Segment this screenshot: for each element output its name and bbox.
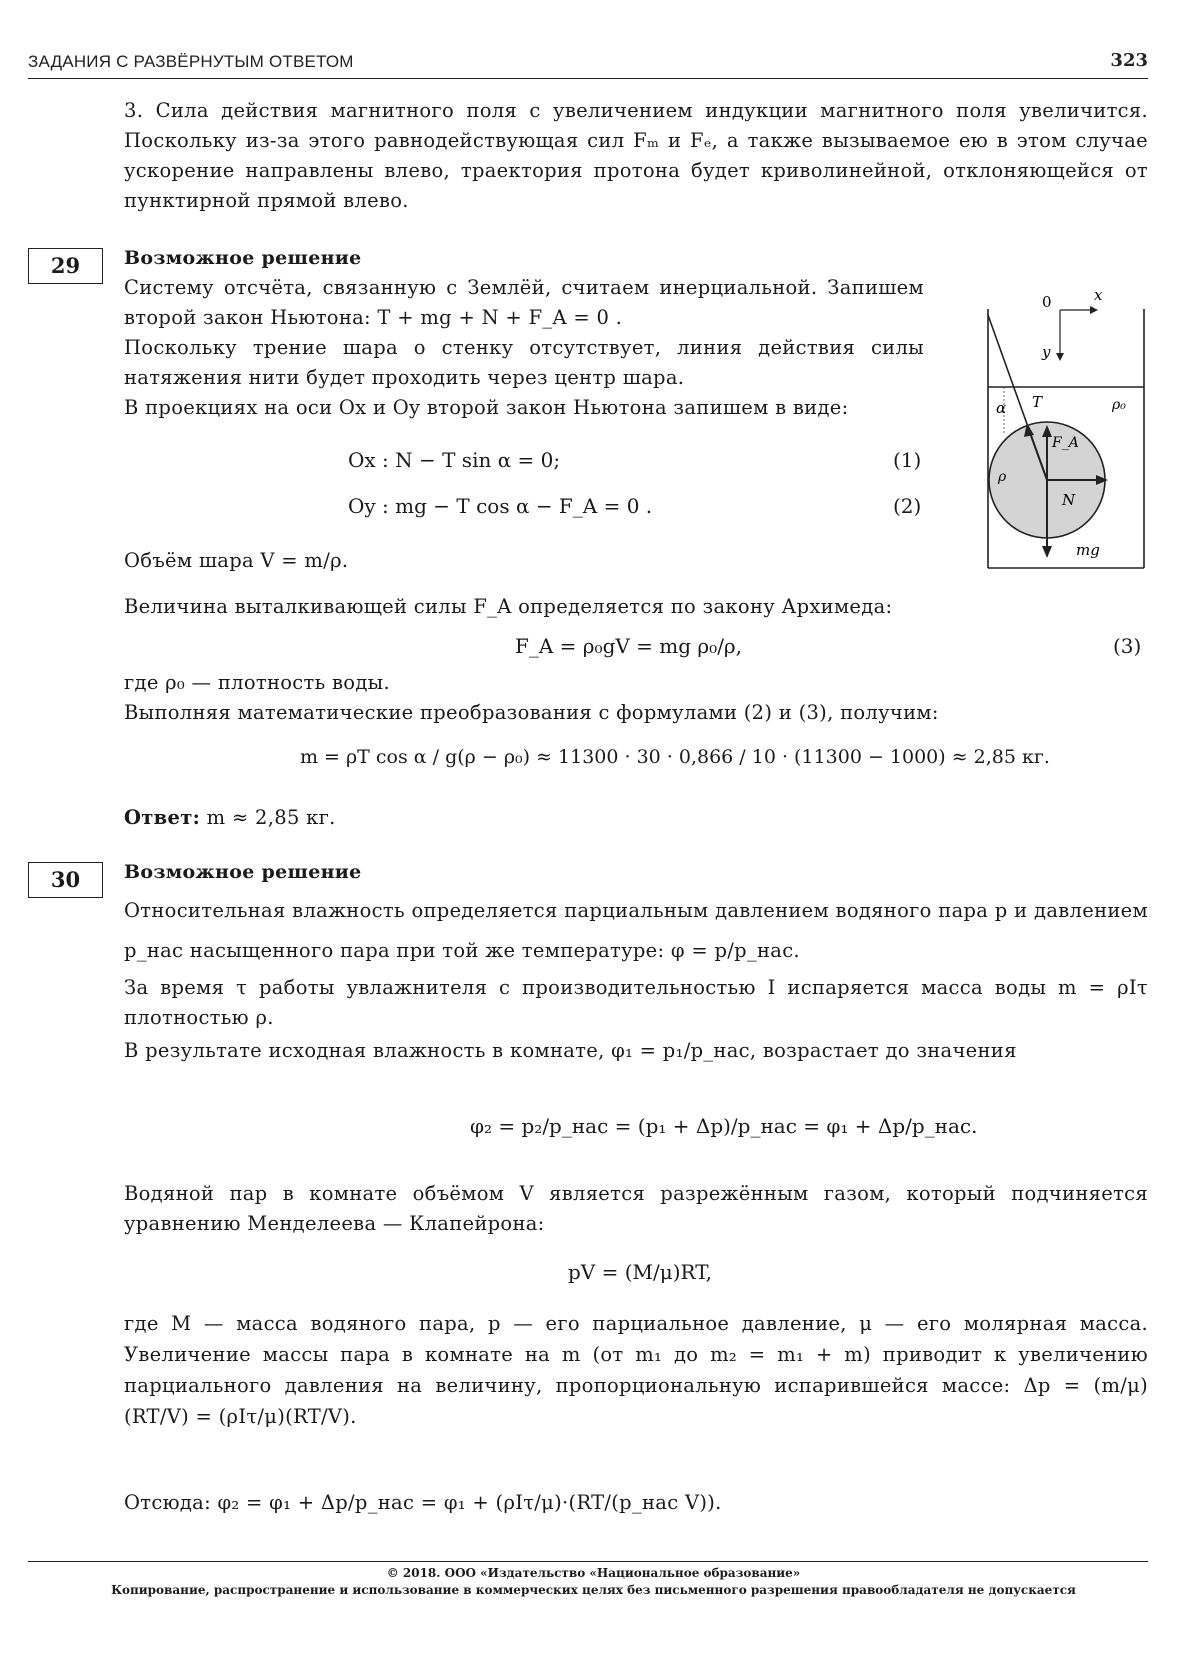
task29-heading: Возможное решение bbox=[124, 247, 362, 269]
origin-label: 0 bbox=[1042, 293, 1052, 311]
page-header bbox=[28, 50, 1148, 79]
mendeleev-clapeyron-equation: pV = (M/μ)RT, bbox=[568, 1260, 713, 1284]
y-axis-label: y bbox=[1042, 343, 1051, 361]
gravity-label: mg bbox=[1076, 541, 1100, 559]
task30-final-formula: Отсюда: φ₂ = φ₁ + Δp/p_нас = φ₁ + (ρIτ/μ)·(RT/(p_нас V)). bbox=[124, 1491, 722, 1514]
ball-in-water-diagram bbox=[982, 285, 1148, 570]
task30-paragraph-2: За время τ работы увлажнителя с производительностью I испаряется масса воды m = ρIτ плотностью ρ. bbox=[124, 976, 1148, 1029]
normal-force-label: N bbox=[1062, 491, 1076, 509]
task-number-30: 30 bbox=[28, 862, 103, 898]
tension-label: T bbox=[1032, 393, 1043, 411]
task30-paragraph-4: Водяной пар в комнате объёмом V является разрежённым газом, который подчиняется уравнению Менделеева — Клапейрона: bbox=[124, 1182, 1148, 1235]
task30-block bbox=[124, 858, 1148, 1066]
answer-label: Ответ: bbox=[124, 806, 201, 829]
task30-paragraph-3: В результате исходная влажность в комнате, φ₁ = p₁/p_нас, возрастает до значения bbox=[124, 1039, 1017, 1062]
task-number-29: 29 bbox=[28, 248, 103, 284]
footer-copyright: © 2018. ООО «Издательство «Национальное образование» bbox=[386, 1566, 801, 1580]
transform-text: Выполняя математические преобразования с формулами (2) и (3), получим: bbox=[124, 701, 939, 724]
task29-paragraph-3: В проекциях на оси Ox и Oy второй закон Ньютона запишем в виде: bbox=[124, 396, 849, 419]
task29-block bbox=[124, 244, 924, 423]
task30-final bbox=[124, 1488, 1148, 1518]
task29-answer bbox=[124, 803, 1148, 833]
task30-block-2 bbox=[124, 1179, 1148, 1239]
section-title: ЗАДАНИЯ С РАЗВЁРНУТЫМ ОТВЕТОМ bbox=[28, 52, 354, 71]
equation-1-number: (1) bbox=[893, 448, 922, 472]
intro-paragraph: 3. Сила действия магнитного поля с увеличением индукции магнитного поля увеличится. Поскольку из-за этого равнодействующая сил Fₘ и Fₑ, а также вызываемое ею в этом случае ускорение направлены влево, траектория протона будет криволинейной, отклоняющейся от пунктирной прямой влево. bbox=[124, 99, 1148, 212]
intro-block bbox=[124, 96, 1148, 216]
equation-1: Ox : N − T sin α = 0; bbox=[348, 448, 561, 472]
archimedes-text: Величина выталкивающей силы F_A определяется по закону Архимеда: bbox=[124, 595, 893, 618]
equation-3: F_A = ρ₀gV = mg ρ₀/ρ, bbox=[515, 634, 743, 658]
volume-formula: Объём шара V = m/ρ. bbox=[124, 549, 349, 572]
footer-notice: Копирование, распространение и использование в коммерческих целях без письменного разрешения правообладателя не допускается bbox=[111, 1583, 1076, 1597]
rho0-note: где ρ₀ — плотность воды. bbox=[124, 671, 390, 694]
rho0-label: ρ₀ bbox=[1112, 397, 1126, 413]
rho-label: ρ bbox=[998, 469, 1007, 485]
equation-2: Oy : mg − T cos α − F_A = 0 . bbox=[348, 494, 653, 518]
task29-paragraph-2: Поскольку трение шара о стенку отсутствует, линия действия силы натяжения нити будет проходить через центр шара. bbox=[124, 336, 924, 389]
task30-heading: Возможное решение bbox=[124, 861, 362, 883]
task30-paragraph-5: где M — масса водяного пара, p — его парциальное давление, μ — его молярная масса. Увеличение массы пара в комнате на m (от m₁ до m₂ = m₁ + m) приводит к увеличению парциального давления на величину, пропорциональную испарившейся массе: Δp = (m/μ)(RT/V) = (ρIτ/μ)(RT/V). bbox=[124, 1312, 1148, 1428]
footer-divider bbox=[28, 1561, 1148, 1562]
mass-result-formula: m = ρT cos α / g(ρ − ρ₀) ≈ 11300 · 30 · 0,866 / 10 · (11300 − 1000) ≈ 2,85 кг. bbox=[300, 746, 1050, 768]
task29-paragraph-1: Систему отсчёта, связанную с Землёй, считаем инерциальной. Запишем второй закон Ньютона: T + mg + N + F_A = 0 . bbox=[124, 276, 924, 329]
archimedes-force-label: F_A bbox=[1052, 435, 1079, 451]
task30-paragraph-1: Относительная влажность определяется парциальным давлением водяного пара p и давлением p_нас насыщенного пара при той же температуре: φ = p/p_нас. bbox=[124, 899, 1148, 962]
equation-2-number: (2) bbox=[893, 494, 922, 518]
x-axis-label: x bbox=[1094, 286, 1103, 304]
task30-block-3 bbox=[124, 1308, 1148, 1432]
answer-value: m ≈ 2,85 кг. bbox=[206, 806, 336, 829]
phi2-equation: φ₂ = p₂/p_нас = (p₁ + Δp)/p_нас = φ₁ + Δp/p_нас. bbox=[470, 1114, 978, 1138]
alpha-label: α bbox=[996, 399, 1007, 417]
page-number: 323 bbox=[1110, 50, 1148, 71]
equation-3-number: (3) bbox=[1113, 634, 1142, 658]
task29-block-3 bbox=[124, 668, 1148, 728]
